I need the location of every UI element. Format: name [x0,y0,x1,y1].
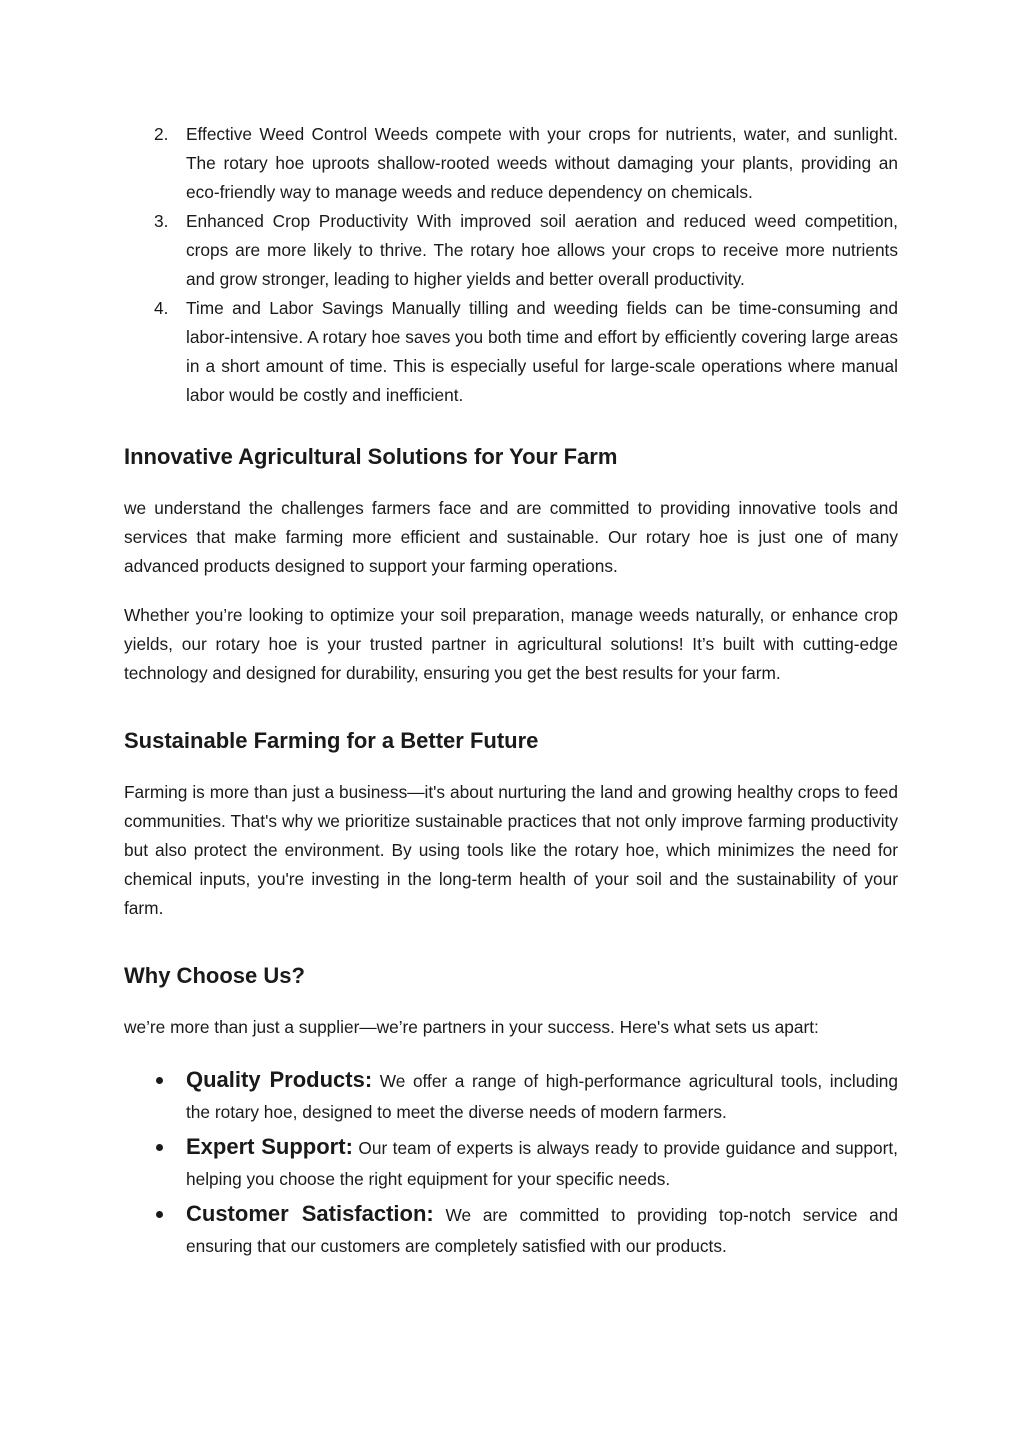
bullet-title: Customer Satisfaction: [186,1201,434,1226]
list-item [124,207,898,294]
list-item-text: Time and Labor Savings Manually tilling and weeding fields can be time-consuming and labor-intensive. A rotary hoe saves you both time and effort by efficiently covering large areas in a short amount of time. This is especially useful for large-scale operations where manual labor would be costly and inefficient. [186,298,898,405]
paragraph: Whether you’re looking to optimize your soil preparation, manage weeds naturally, or enhance crop yields, our rotary hoe is your trusted partner in agricultural solutions! It’s built with cutting-edge technology and designed for durability, ensuring you get the best results for your farm. [124,605,898,683]
reasons-bullet-list [124,1064,898,1262]
section-heading-sustainable: Sustainable Farming for a Better Future [124,728,539,753]
list-item-number: 4. [154,298,169,318]
bullet-icon [156,1211,163,1218]
paragraph: Farming is more than just a business—it's about nurturing the land and growing healthy crops to feed communities. That's why we prioritize sustainable practices that not only improve farming productivity but also protect the environment. By using tools like the rotary hoe, which minimizes the need for chemical inputs, you're investing in the long-term health of your soil and the sustainability of your farm. [124,782,898,918]
paragraph: we understand the challenges farmers face and are committed to providing innovative tools and services that make farming more efficient and sustainable. Our rotary hoe is just one of many advanced products designed to support your farming operations. [124,498,898,576]
list-item-text: Enhanced Crop Productivity With improved soil aeration and reduced weed competition, crops are more likely to thrive. The rotary hoe allows your crops to receive more nutrients and grow stronger, leading to higher yields and better overall productivity. [186,211,898,289]
bullet-text: We offer a range of high-performance agricultural tools, including the rotary hoe, designed to meet the diverse needs of modern farmers. [186,1071,899,1122]
bullet-item [124,1064,898,1128]
bullet-icon [156,1077,163,1084]
bullet-title: Expert Support: [186,1134,353,1159]
section-heading-why-choose-us: Why Choose Us? [124,963,305,988]
list-item-number: 3. [154,211,169,231]
document-page [124,120,898,1262]
list-item-text: Effective Weed Control Weeds compete with your crops for nutrients, water, and sunlight. The rotary hoe uproots shallow-rooted weeds without damaging your plants, providing an eco-friendly way to manage weeds and reduce dependency on chemicals. [186,124,898,202]
bullet-title: Quality Products: [186,1067,373,1092]
bullet-text: We are committed to providing top-notch service and ensuring that our customers are completely satisfied with our products. [186,1205,898,1256]
bullet-text: Our team of experts is always ready to provide guidance and support, helping you choose the right equipment for your specific needs. [186,1138,898,1189]
bullet-item [124,1131,898,1195]
list-item [124,294,898,410]
bullet-item [124,1198,898,1262]
bullet-icon [156,1144,163,1151]
list-item [124,120,898,207]
paragraph: we’re more than just a supplier—we’re partners in your success. Here's what sets us apart: [124,1017,819,1037]
benefits-numbered-list [124,120,898,410]
section-heading-innovative: Innovative Agricultural Solutions for Your Farm [124,444,618,469]
list-item-number: 2. [154,124,169,144]
